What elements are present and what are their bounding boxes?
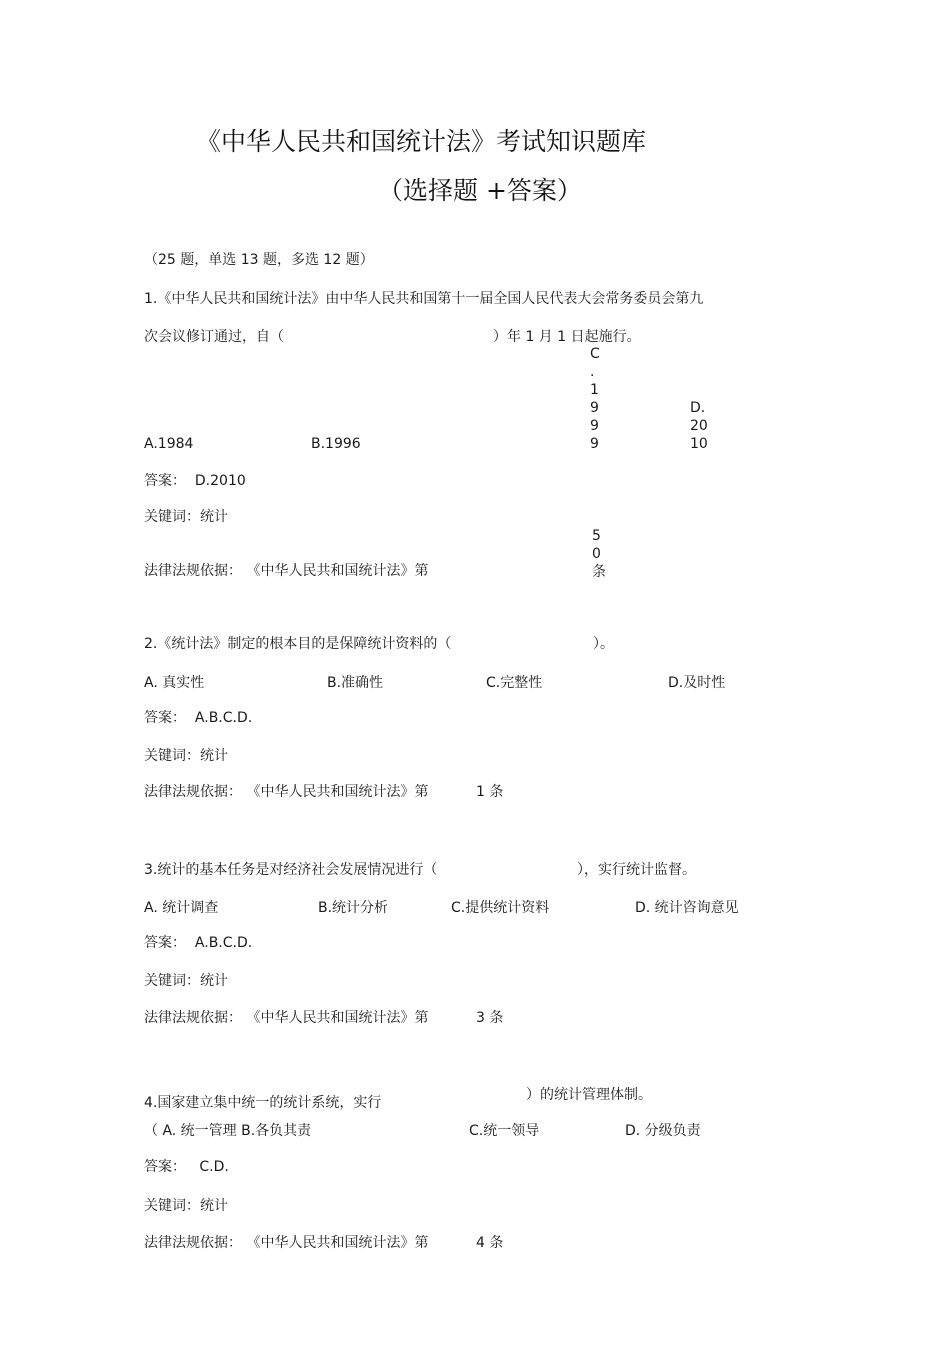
answer-label: 答案： xyxy=(144,473,186,489)
q4-answer xyxy=(144,1158,229,1176)
q1-option-d-char: 20 xyxy=(690,418,708,434)
q1-keyword: 关键词：统计 xyxy=(144,509,228,525)
q1-stem-line2-start: 次会议修订通过，自（ xyxy=(144,329,284,345)
q2-stem-start: 2.《统计法》制定的根本目的是保障统计资料的（ xyxy=(144,636,452,652)
q2-answer xyxy=(144,709,252,727)
q2-answer-value: A.B.C.D. xyxy=(194,710,253,726)
q3-option-b: B.统计分析 xyxy=(318,900,389,916)
q3-answer xyxy=(144,934,252,952)
q2-basis: 法律法规依据： 《中华人民共和国统计法》第 xyxy=(144,784,429,800)
q1-option-c-char: C xyxy=(590,346,600,362)
q1-option-d-char: D. xyxy=(690,400,706,416)
q3-keyword: 关键词：统计 xyxy=(144,973,228,989)
q1-option-c-char: 9 xyxy=(590,418,599,434)
q4-option-c: C.统一领导 xyxy=(469,1123,540,1139)
q1-stem-line1: 1.《中华人民共和国统计法》由中华人民共和国第十一届全国人民代表大会常务委员会第九 xyxy=(144,291,704,307)
q1-answer-value: D.2010 xyxy=(194,473,246,489)
q1-basis: 法律法规依据： 《中华人民共和国统计法》第 xyxy=(144,563,429,579)
q1-option-c-char: 9 xyxy=(590,436,599,452)
q1-stem-line2-end: ）年 1 月 1 日起施行。 xyxy=(493,329,641,345)
q3-article: 3 条 xyxy=(476,1010,504,1026)
answer-label: 答案： xyxy=(144,935,186,951)
q1-option-c-char: . xyxy=(590,364,595,380)
q2-option-d: D.及时性 xyxy=(668,675,726,691)
q4-article: 4 条 xyxy=(476,1235,504,1251)
q1-article xyxy=(592,527,606,581)
answer-label: 答案： xyxy=(144,710,186,726)
q1-option-a: A.1984 xyxy=(144,436,194,452)
page-subtitle: （选择题 +答案） xyxy=(378,176,582,205)
q1-option-c-char: 9 xyxy=(590,400,599,416)
q3-basis: 法律法规依据： 《中华人民共和国统计法》第 xyxy=(144,1010,429,1026)
q3-option-a: A. 统计调查 xyxy=(144,900,219,916)
q4-option-d: D. 分级负责 xyxy=(625,1123,701,1139)
q1-option-c xyxy=(590,345,600,453)
question-summary: （25 题，单选 13 题，多选 12 题） xyxy=(144,252,374,268)
q1-article-char: 条 xyxy=(592,564,606,580)
q1-answer xyxy=(144,472,246,490)
q4-keyword: 关键词：统计 xyxy=(144,1198,228,1214)
q3-option-c: C.提供统计资料 xyxy=(451,900,550,916)
q4-stem-end: ）的统计管理体制。 xyxy=(526,1087,652,1103)
q2-keyword: 关键词：统计 xyxy=(144,748,228,764)
q3-option-d: D. 统计咨询意见 xyxy=(635,900,739,916)
q2-option-c: C.完整性 xyxy=(486,675,543,691)
answer-label: 答案： xyxy=(144,1159,186,1175)
q1-article-char: 0 xyxy=(592,546,601,562)
q4-stem-start: 4.国家建立集中统一的统计系统，实行 xyxy=(144,1095,382,1111)
q3-stem-start: 3.统计的基本任务是对经济社会发展情况进行（ xyxy=(144,862,438,878)
q2-option-a: A. 真实性 xyxy=(144,675,205,691)
q3-stem-end: ），实行统计监督。 xyxy=(577,862,696,878)
q3-answer-value: A.B.C.D. xyxy=(194,935,253,951)
q2-option-b: B.准确性 xyxy=(327,675,384,691)
q1-article-char: 5 xyxy=(592,528,601,544)
q4-option-a-b: （ A. 统一管理 B.各负其责 xyxy=(144,1123,312,1139)
q4-basis: 法律法规依据： 《中华人民共和国统计法》第 xyxy=(144,1235,429,1251)
q4-answer-value: C.D. xyxy=(199,1159,229,1175)
q1-option-b: B.1996 xyxy=(311,436,361,452)
q2-stem-end: ）。 xyxy=(593,636,614,652)
q1-option-d xyxy=(690,399,708,453)
q1-option-c-char: 1 xyxy=(590,382,599,398)
q1-option-d-char: 10 xyxy=(690,436,708,452)
q2-article: 1 条 xyxy=(476,784,504,800)
page-title: 《中华人民共和国统计法》考试知识题库 xyxy=(196,127,647,156)
